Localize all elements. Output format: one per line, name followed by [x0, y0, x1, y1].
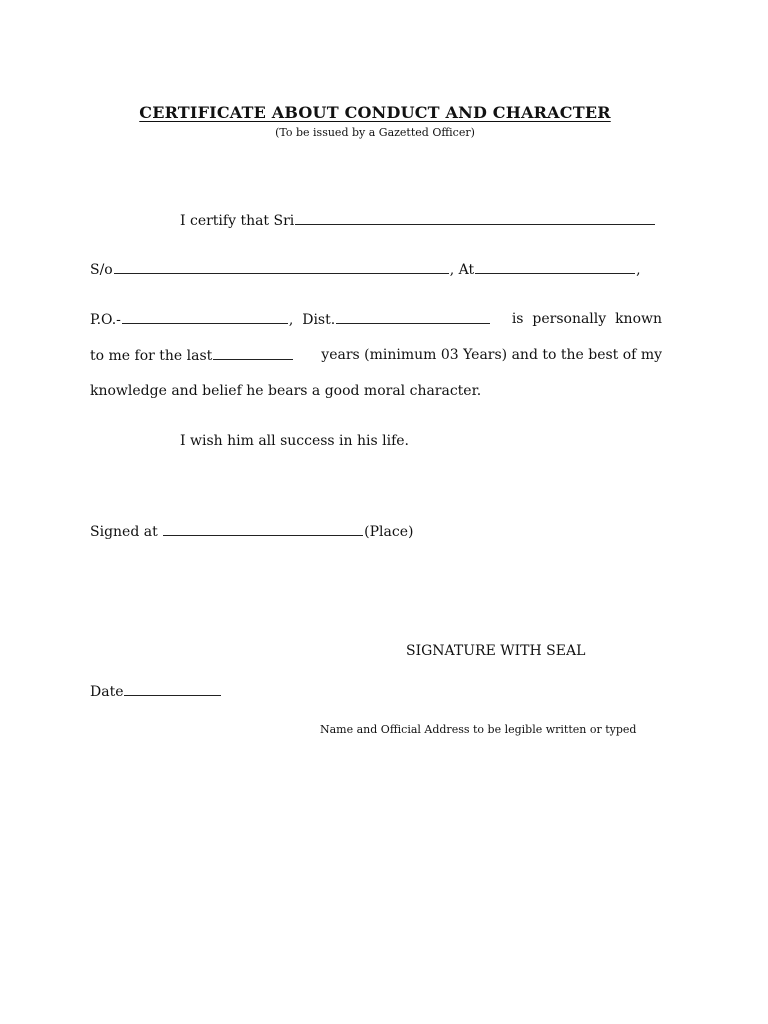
- place-label: (Place): [364, 524, 414, 540]
- dist-blank-field[interactable]: [336, 311, 490, 324]
- signed-at-line: [90, 523, 413, 540]
- son-of-line: [90, 261, 641, 278]
- last-label: to me for the last: [90, 348, 213, 364]
- comma: ,: [636, 262, 641, 278]
- signature-label: SIGNATURE WITH SEAL: [406, 643, 586, 659]
- certify-line: [180, 212, 656, 229]
- dist-label: , Dist.: [288, 312, 336, 328]
- years-line: [90, 347, 662, 364]
- personally-known-text: is personally known: [511, 311, 662, 327]
- certificate-subtitle: (To be issued by a Gazetted Officer): [275, 126, 475, 139]
- po-blank-field[interactable]: [122, 311, 288, 324]
- certificate-title: CERTIFICATE ABOUT CONDUCT AND CHARACTER: [139, 103, 611, 122]
- years-blank-field[interactable]: [213, 347, 293, 360]
- date-blank-field[interactable]: [124, 683, 221, 696]
- character-line: knowledge and belief he bears a good moral character.: [90, 383, 482, 399]
- son-of-label: S/o: [90, 262, 113, 278]
- date-line: [90, 683, 222, 700]
- date-label: Date: [90, 684, 124, 700]
- at-label: , At: [449, 262, 475, 278]
- po-dist-line: [90, 311, 662, 328]
- at-blank-field[interactable]: [475, 261, 635, 274]
- certify-text: I certify that Sri: [180, 213, 295, 229]
- place-blank-field[interactable]: [163, 523, 363, 536]
- official-address-note: Name and Official Address to be legible written or typed: [320, 723, 637, 736]
- father-name-blank-field[interactable]: [114, 261, 449, 274]
- signed-at-label: Signed at: [90, 524, 158, 540]
- name-blank-field[interactable]: [295, 212, 655, 225]
- wish-line: I wish him all success in his life.: [180, 433, 409, 449]
- years-text: years (minimum 03 Years) and to the best of my: [321, 347, 662, 363]
- po-label: P.O.-: [90, 312, 121, 328]
